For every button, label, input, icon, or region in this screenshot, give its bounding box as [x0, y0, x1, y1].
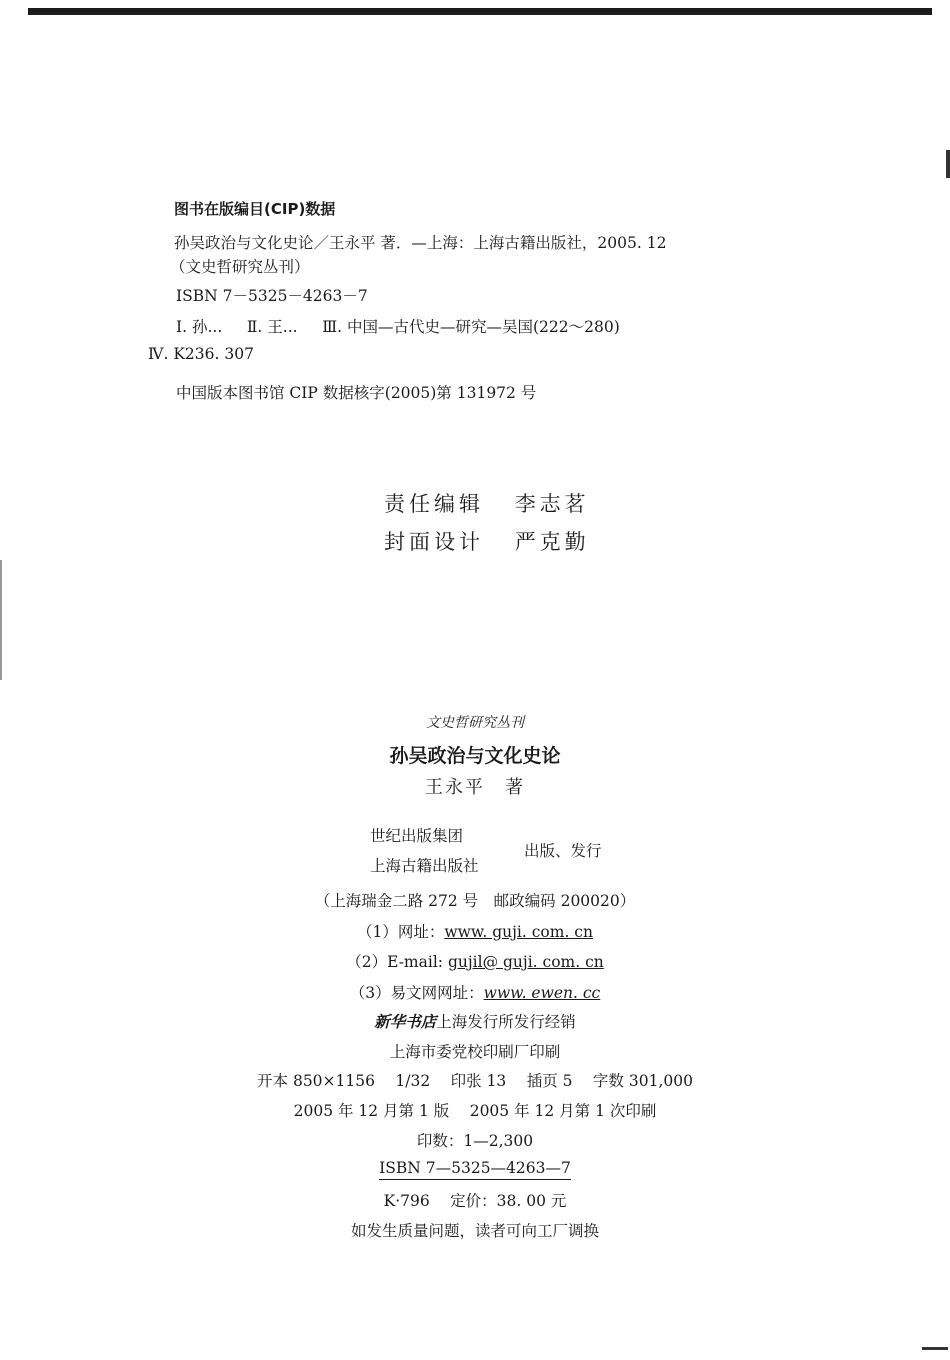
- distributor-text: 上海发行所发行经销: [436, 1013, 576, 1031]
- publisher-block: [370, 824, 630, 884]
- edition-info: 2005 年 12 月第 1 版 2005 年 12 月第 1 次印刷: [293, 1102, 657, 1120]
- cip-heading: 图书在版编目(CIP)数据: [174, 200, 336, 218]
- email-link[interactable]: gujil@ guji. com. cn: [447, 953, 604, 971]
- cip-classification-line: Ⅳ. K236. 307: [148, 345, 254, 363]
- website-link[interactable]: www. guji. com. cn: [444, 923, 593, 941]
- distributor-line: [0, 1010, 950, 1032]
- book-title: 孙吴政治与文化史论: [389, 745, 561, 767]
- website-line: [0, 920, 950, 942]
- format-specs: 开本 850×1156 1/32 印张 13 插页 5 字数 301,000: [257, 1072, 693, 1090]
- designer-name: 严克勤: [514, 530, 590, 554]
- cip-subject-line: Ⅰ. 孙... Ⅱ. 王... Ⅲ. 中国—古代史—研究—吴国(222～280): [176, 318, 620, 336]
- designer-role: 封面设计: [384, 530, 484, 554]
- scan-edge-mark: [946, 150, 950, 178]
- email-line: [0, 950, 950, 972]
- series-name: 文史哲研究丛刊: [426, 715, 524, 731]
- publish-action: 出版、发行: [524, 842, 602, 860]
- editor-role: 责任编辑: [384, 492, 484, 516]
- email-label: （2）E-mail:: [346, 953, 444, 971]
- scan-edge-mark: [0, 560, 2, 680]
- isbn-line: [0, 1159, 950, 1177]
- website-label: （1）网址：: [357, 923, 445, 941]
- printer-line: 上海市委党校印刷厂印刷: [389, 1043, 561, 1061]
- publisher-address: （上海瑞金二路 272 号 邮政编码 200020）: [314, 892, 636, 910]
- book-author: 王永平 著: [425, 777, 525, 798]
- quality-notice: 如发生质量问题，读者可向工厂调换: [350, 1222, 599, 1240]
- price-line: K·796 定价：38. 00 元: [383, 1192, 567, 1210]
- editor-credit: [384, 488, 590, 518]
- cip-isbn-line: ISBN 7－5325－4263－7: [176, 287, 368, 305]
- cip-series-line: （文史哲研究丛刊）: [170, 258, 310, 276]
- print-run: 印数：1—2,300: [416, 1132, 534, 1150]
- cip-title-line: 孙吴政治与文化史论／王永平 著．—上海：上海古籍出版社，2005. 12: [174, 234, 667, 252]
- cip-record-number: 中国版本图书馆 CIP 数据核字(2005)第 131972 号: [176, 384, 537, 402]
- publisher-group: 世纪出版集团: [370, 827, 464, 845]
- editor-name: 李志茗: [514, 492, 590, 516]
- top-border-rule: [28, 8, 932, 15]
- ewen-line: [0, 981, 950, 1003]
- isbn-number: ISBN 7—5325—4263—7: [379, 1159, 571, 1180]
- ewen-link[interactable]: www. ewen. cc: [483, 984, 601, 1002]
- ewen-label: （3）易文网网址：: [349, 984, 484, 1002]
- xinhua-bookstore-logo: 新华书店: [374, 1012, 437, 1031]
- publisher-name: 上海古籍出版社: [370, 857, 479, 875]
- scan-edge-mark: [922, 1347, 948, 1350]
- designer-credit: [384, 526, 590, 556]
